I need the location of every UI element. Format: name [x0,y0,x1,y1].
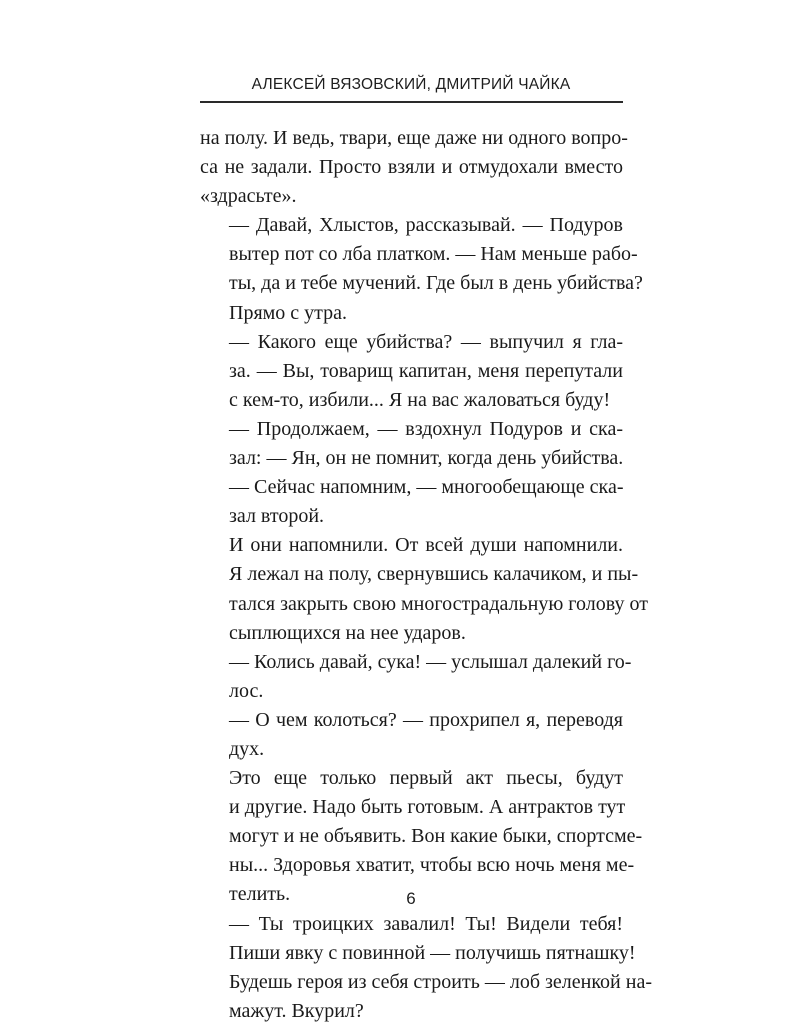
page-number: 6 [406,889,416,908]
header-rule [200,101,623,103]
paragraph [200,124,628,211]
text-line: «здрасьте». [200,185,297,208]
text-line: на полу. И ведь, твари, еще даже ни одного вопро- [200,127,628,149]
text-line: зал: — Ян, он не помнит, когда день убийства. [229,447,624,470]
text-line: телить. [229,883,291,906]
text-line: с кем-то, избили... Я на вас жаловаться буду! [229,388,611,411]
text-line: ны... Здоровья хватит, чтобы всю ночь меня ме- [229,854,635,877]
text-line: Пиши явку с повинной — получишь пятнашку! [229,941,636,964]
text-line: — Ты троицких завалил! Ты! Видели тебя! [229,912,623,935]
paragraph [200,910,652,1026]
text-line: дух. [229,737,265,760]
text-line: Будешь героя из себя строить — лоб зеленкой на- [229,970,652,993]
text-line: лос. [229,679,264,702]
text-line: — Сейчас напомним, — многообещающе ска- [229,476,624,499]
text-line: вытер пот со лба платком. — Нам меньше рабо- [229,243,638,266]
paragraph [200,473,623,531]
text-line: — Давай, Хлыстов, рассказывай. — Подуров [229,214,623,237]
paragraph [200,648,632,706]
text-line: могут и не объявить. Вон какие быки, спортсме- [229,825,643,848]
text-line: са не задали. Просто взяли и отмудохали вместо [200,156,623,179]
text-line: и другие. Надо быть готовым. А антрактов тут [229,796,626,819]
paragraph [200,415,623,473]
text-line: — Какого еще убийства? — выпучил я гла- [229,330,623,353]
running-head: АЛЕКСЕЙ ВЯЗОВСКИЙ, ДМИТРИЙ ЧАЙКА [251,76,571,93]
text-line: — О чем колоться? — прохрипел я, переводя [229,708,623,731]
text-line: — Колись давай, сука! — услышал далекий го- [229,650,632,673]
text-line: ты, да и тебе мучений. Где был в день убийства? [229,272,643,295]
text-line: — Продолжаем, — вздохнул Подуров и ска- [229,417,623,440]
paragraph [200,531,648,647]
text-line: мажут. Вкурил? [229,999,364,1022]
text-line: сыплющихся на нее ударов. [229,621,466,644]
text-line: за. — Вы, товарищ капитан, меня перепутали [229,359,623,382]
text-line: тался закрыть свою многострадальную голову от [229,592,648,615]
text-line: зал второй. [229,505,325,528]
paragraph [200,328,623,415]
paragraph [200,211,643,327]
text-line: И они напомнили. От всей души напомнили. [229,534,623,557]
text-line: Это еще только первый акт пьесы, будут [229,767,623,790]
text-line: Прямо с утра. [229,301,348,324]
paragraph [200,706,623,764]
paragraph [200,764,643,909]
text-line: Я лежал на полу, свернувшись калачиком, и пы- [229,563,639,586]
